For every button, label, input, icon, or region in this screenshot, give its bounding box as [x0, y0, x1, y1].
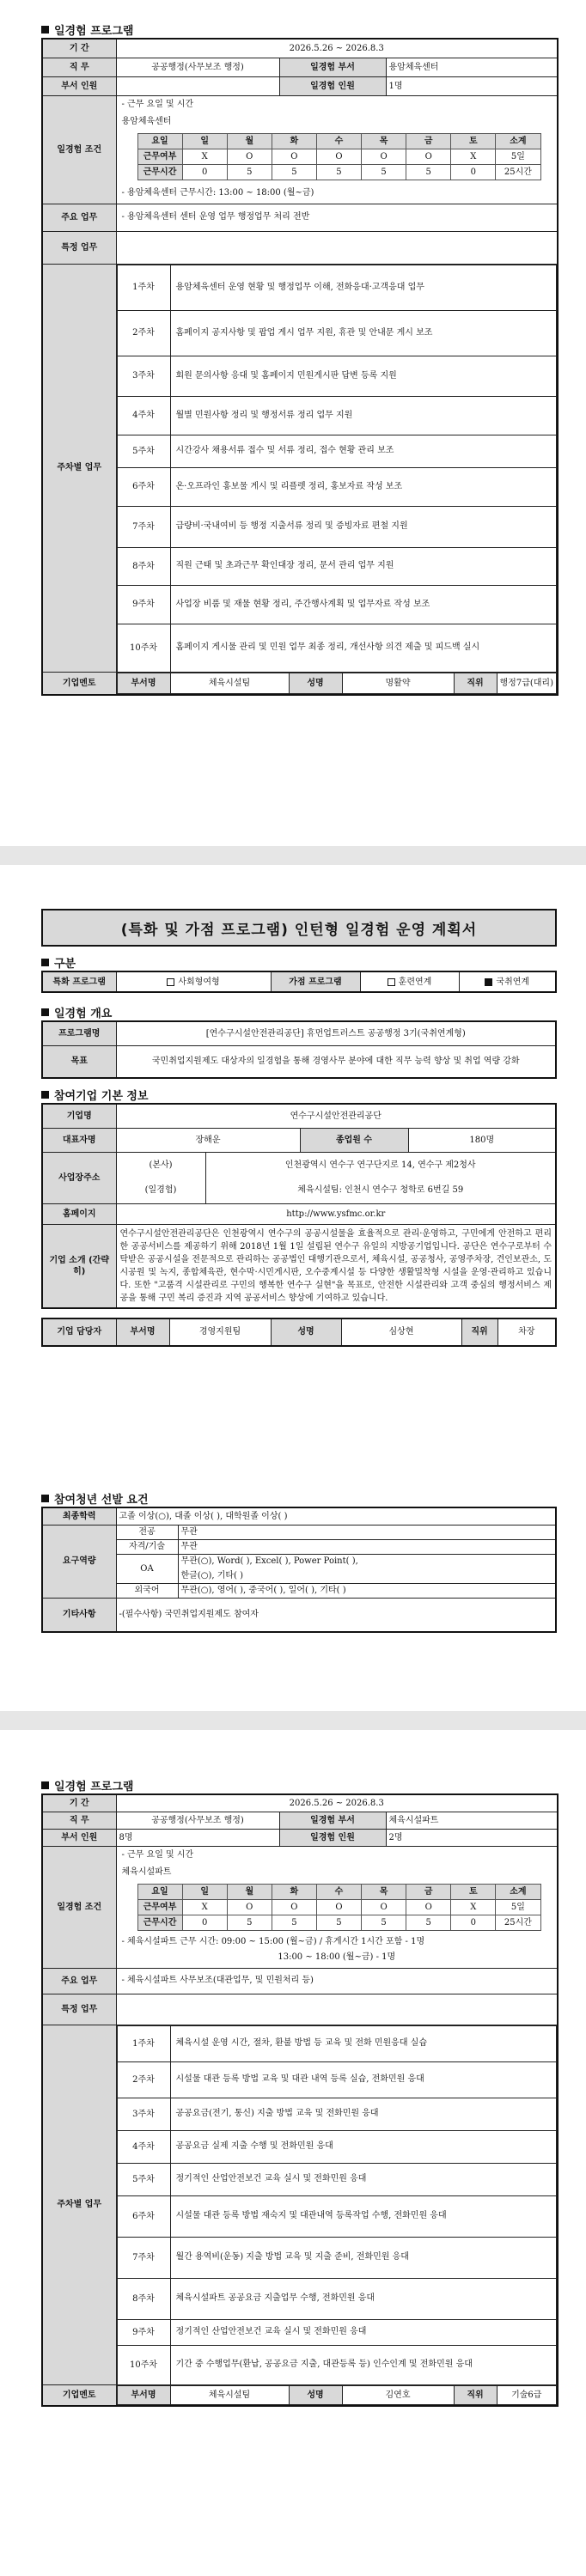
- sched-r2-0: 근무시간: [137, 164, 182, 180]
- sched-head-0: 요일: [137, 133, 182, 149]
- sched-r2-4: 5: [316, 164, 361, 180]
- edu-value: 고졸 이상(○), 대졸 이상( ), 대학원졸 이상( ): [116, 1507, 556, 1525]
- mentor-label: 기업멘토: [42, 2385, 116, 2406]
- overview-section-title: 일경험 개요: [41, 1003, 557, 1020]
- ceo-value: 장해운: [116, 1128, 300, 1152]
- week-task: 월별 민원사항 정리 및 행정서류 정리 업무 지원: [170, 396, 557, 435]
- sched-r1-6: O: [406, 149, 451, 164]
- req-section-title: 참여청년 선발 요건: [41, 1489, 557, 1507]
- sched-r2-2: 5: [227, 164, 272, 180]
- contact-pos-label: 직위: [461, 1318, 497, 1346]
- sched-r1-8: 5일: [496, 1899, 540, 1915]
- week-label: 10주차: [117, 2345, 170, 2384]
- sched-r1-1: X: [182, 149, 227, 164]
- homepage-link[interactable]: http://www.ysfmc.or.kr: [116, 1203, 556, 1224]
- weekly-label: 주차별 업무: [42, 2025, 116, 2385]
- cap-value: 무관(○), 영어( ), 중국어( ), 일어( ), 기타( ): [178, 1583, 556, 1598]
- goal-value: 국민취업지원제도 대상자의 일경험을 통해 경영사무 분야에 대한 직무 능력 향상 및 취업 역량 강화: [116, 1045, 556, 1078]
- cap-label: 요구역량: [42, 1525, 116, 1598]
- cap-key: 전공: [116, 1525, 178, 1539]
- week-task: 온·오프라인 홍보물 게시 및 리플렛 정리, 홍보자료 작성 보조: [170, 467, 557, 506]
- cond-label: 일경험 조건: [42, 1846, 116, 1968]
- sched-head-5: 목: [362, 133, 406, 149]
- sched-r2-3: 5: [272, 164, 316, 180]
- dept-value: 체육시설파트: [386, 1812, 558, 1829]
- square-bullet-icon: [41, 26, 49, 33]
- page1-program: [41, 21, 557, 696]
- week-task: 시설물 대관 등록 방법 재숙지 및 대관내역 등록작업 수행, 전화민원 응대: [170, 2195, 557, 2237]
- program-value: [연수구시설안전관리공단] 휴먼업트러스트 공공행정 3기(국취연계형): [116, 1021, 556, 1045]
- contact-name-value: 심상현: [341, 1318, 461, 1346]
- duty-value: 공공행정(사무보조 행정): [116, 58, 279, 76]
- week-label: 2주차: [117, 2061, 170, 2098]
- special-label: 특정 업무: [42, 231, 116, 264]
- sched-head-6: 금: [406, 133, 451, 149]
- company-table: [41, 1103, 557, 1309]
- week-label: 4주차: [117, 396, 170, 435]
- page-break: [0, 846, 586, 865]
- cond-cell: [116, 95, 558, 204]
- week-label: 9주차: [117, 2319, 170, 2345]
- ceo-label: 대표자명: [42, 1128, 116, 1152]
- weekly-cell: [116, 264, 558, 673]
- type-table: [41, 971, 557, 993]
- req-table: [41, 1507, 557, 1633]
- sched-r1-2: O: [227, 1899, 272, 1915]
- mentor-dept-value: 체육시설팀: [170, 2385, 289, 2404]
- mentor-table: [117, 673, 558, 694]
- page2-company: [41, 1086, 557, 1347]
- main-duty-label: 주요 업무: [42, 1968, 116, 1994]
- dept-staff-label: 부서 인원: [42, 1829, 116, 1846]
- sched-r1-8: 5일: [496, 149, 540, 164]
- cap-value: 한글(○), 기타( ): [178, 1568, 556, 1583]
- week-task: 시간강사 채용서류 접수 및 서류 정리, 접수 현황 관리 보조: [170, 435, 557, 467]
- type-label: 특화 프로그램: [42, 971, 116, 992]
- program-label: 프로그램명: [42, 1021, 116, 1045]
- main-duty-value: - 용암체육센터 센터 운영 업무 행정업무 처리 전반: [116, 204, 558, 231]
- sched-head-3: 화: [272, 133, 316, 149]
- company-value: 연수구시설안전관리공단: [116, 1104, 556, 1128]
- bonus-opt2[interactable]: 국취연계: [459, 971, 556, 992]
- week-label: 6주차: [117, 2195, 170, 2237]
- page2-overview: [41, 1003, 557, 1079]
- sched-head-7: 토: [451, 133, 496, 149]
- sched-r1-2: O: [227, 149, 272, 164]
- sched-r2-0: 근무시간: [137, 1915, 182, 1930]
- week-task: 기간 중 수행업무(환납, 공공요금 지출, 대관등록 등) 인수인계 및 전화민원 응대: [170, 2345, 557, 2384]
- sched-r2-6: 5: [406, 1915, 451, 1930]
- type-section-title: 구분: [41, 953, 557, 971]
- special-label: 특정 업무: [42, 1994, 116, 2025]
- page2-requirements: [41, 1489, 557, 1633]
- dept-staff-label: 부서 인원: [42, 76, 116, 95]
- schedule-table: [137, 133, 541, 180]
- duty-label: 직 무: [42, 58, 116, 76]
- sched-r1-3: O: [272, 1899, 316, 1915]
- dept-staff-value: 8명: [116, 1829, 279, 1846]
- sched-r2-5: 5: [362, 164, 406, 180]
- cap-key: OA: [116, 1554, 178, 1583]
- sched-head-2: 월: [227, 133, 272, 149]
- cond-line2: 용암체육센터: [121, 116, 172, 126]
- week-task: 사업장 비품 및 재물 현황 정리, 주간행사계획 및 업무자료 작성 보조: [170, 585, 557, 624]
- period-value: 2026.5.26 ~ 2026.8.3: [116, 1794, 558, 1812]
- homepage-label: 홈페이지: [42, 1203, 116, 1224]
- week-label: 6주차: [117, 467, 170, 506]
- mentor-name-label: 성명: [289, 673, 342, 693]
- sched-r1-0: 근무여부: [137, 1899, 182, 1915]
- cap-value: 무관: [178, 1525, 556, 1539]
- weekly-table: [117, 2025, 558, 2385]
- sched-head-2: 월: [227, 1884, 272, 1899]
- sched-r2-5: 5: [362, 1915, 406, 1930]
- sched-head-1: 일: [182, 133, 227, 149]
- page1-program-table: [41, 38, 559, 696]
- dept-label: 일경험 부서: [279, 58, 386, 76]
- mentor-dept-label: 부서명: [117, 673, 170, 693]
- sched-r1-6: O: [406, 1899, 451, 1915]
- sched-r2-3: 5: [272, 1915, 316, 1930]
- sched-head-1: 일: [182, 1884, 227, 1899]
- checkbox-empty-icon[interactable]: [167, 978, 174, 986]
- week-task: 홈페이지 공지사항 및 팝업 게시 업무 지원, 휴관 및 안내문 게시 보조: [170, 310, 557, 356]
- mentor-name-label: 성명: [289, 2385, 342, 2404]
- contact-dept-value: 경영지원팀: [169, 1318, 271, 1346]
- company-section-title: 참여기업 기본 정보: [41, 1086, 557, 1103]
- sched-r2-4: 5: [316, 1915, 361, 1930]
- overview-table: [41, 1020, 557, 1079]
- week-label: 2주차: [117, 310, 170, 356]
- week-label: 1주차: [117, 2025, 170, 2061]
- period-label: 기 간: [42, 1794, 116, 1812]
- cond-cell: [116, 1846, 558, 1968]
- mentor-pos-label: 직위: [454, 2385, 497, 2404]
- etc-label: 기타사항: [42, 1598, 116, 1632]
- page3-section-title: 일경험 프로그램: [41, 1776, 557, 1793]
- type-opt1[interactable]: 사회형여형: [116, 971, 271, 992]
- special-value: [116, 1994, 558, 2025]
- week-label: 5주차: [117, 2163, 170, 2195]
- addr-hq-tag: (본사): [116, 1152, 205, 1178]
- main-duty-value: - 체육시설파트 사무보조(대관업무, 및 민원처리 등): [116, 1968, 558, 1994]
- mentor-pos-value: 기술6급: [497, 2385, 557, 2404]
- cap-key: 자격/기술: [116, 1539, 178, 1554]
- schedule-table: [137, 1884, 541, 1931]
- edu-label: 최종학력: [42, 1507, 116, 1525]
- bonus-opt1[interactable]: 훈련연계: [360, 971, 459, 992]
- dept-value: 용암체육센터: [386, 58, 558, 76]
- sched-head-5: 목: [362, 1884, 406, 1899]
- duty-label: 직 무: [42, 1812, 116, 1829]
- checkbox-empty-icon[interactable]: [388, 978, 395, 986]
- sched-r2-1: 0: [182, 1915, 227, 1930]
- employees-label: 종업원 수: [300, 1128, 408, 1152]
- square-bullet-icon: [41, 959, 49, 966]
- addr-site-tag: (일경험): [116, 1178, 205, 1203]
- mentor-label: 기업멘토: [42, 673, 116, 695]
- week-task: 체육시설 운영 시간, 절차, 환불 방법 등 교육 및 전화 민원응대 실습: [170, 2025, 557, 2061]
- contact-table: [41, 1318, 557, 1347]
- intro-value: 연수구시설안전관리공단은 인천광역시 연수구의 공공시설물을 효율적으로 관리·운영하고, 구민에게 안전하고 편리한 공공서비스를 제공하기 위해 2018년 1월 1일 설립된 연수구 유일의 지방공기업입니다. 공단은 연수구로부터 수탁받은 공공시설을 전문적으로 관리하는 공공법인 대행기관으로서, 체육시설, 공공청사, 공영주차장, 견인보관소, 도시공원 및 녹지, 종합체육관, 현수막·시민게시판, 오수중계시설 등 다양한 생활밀착형 시설을 운영·관리하고 있습니다. 또한 "고품격 시설관리로 구민의 행복한 연수구 실현"을 목표로, 안전한 시설관리와 고객 중심의 행정서비스 제공을 통해 구민 복리 증진과 지역 공공서비스 향상에 기여하고 있습니다.: [116, 1224, 556, 1308]
- cond-note2: 13:00 ~ 18:00 (월~금) - 1명: [278, 1952, 396, 1962]
- week-label: 10주차: [117, 624, 170, 672]
- week-task: 정기적인 산업안전보건 교육 실시 및 전화민원 응대: [170, 2163, 557, 2195]
- week-label: 3주차: [117, 356, 170, 396]
- addr-site-value: 체육시설팀: 인천시 연수구 청학로 6번길 59: [205, 1178, 556, 1203]
- plan-banner: (특화 및 가점 프로그램) 인턴형 일경험 운영 계획서: [41, 909, 557, 947]
- dept-label: 일경험 부서: [279, 1812, 386, 1829]
- weekly-table: [117, 265, 558, 673]
- mentor-table: [117, 2385, 558, 2405]
- week-label: 8주차: [117, 547, 170, 585]
- weekly-cell: [116, 2025, 558, 2385]
- sched-r1-1: X: [182, 1899, 227, 1915]
- checkbox-filled-icon[interactable]: [485, 978, 492, 986]
- cond-line1: - 근무 요일 및 시간: [121, 1849, 194, 1860]
- page3-program-table: [41, 1793, 559, 2407]
- trainee-count-label: 일경험 인원: [279, 76, 386, 95]
- week-task: 공공요금 실제 지출 수행 및 전화민원 응대: [170, 2130, 557, 2163]
- week-label: 9주차: [117, 585, 170, 624]
- mentor-pos-label: 직위: [454, 673, 497, 693]
- week-task: 월간 용역비(운동) 지출 방법 교육 및 지출 준비, 전화민원 응대: [170, 2237, 557, 2278]
- square-bullet-icon: [41, 1495, 49, 1502]
- sched-r1-5: O: [362, 1899, 406, 1915]
- special-value: [116, 231, 558, 264]
- page3-program: [41, 1776, 557, 2407]
- square-bullet-icon: [41, 1091, 49, 1099]
- week-task: 공공요금(전기, 통신) 지출 방법 교육 및 전화민원 응대: [170, 2098, 557, 2130]
- sched-r1-0: 근무여부: [137, 149, 182, 164]
- main-duty-label: 주요 업무: [42, 204, 116, 231]
- mentor-pos-value: 행정7급(대리): [497, 673, 557, 693]
- contact-name-label: 성명: [271, 1318, 341, 1346]
- sched-r2-8: 25시간: [496, 164, 540, 180]
- week-task: 직원 근태 및 초과근무 확인대장 정리, 문서 관리 업무 지원: [170, 547, 557, 585]
- company-label: 기업명: [42, 1104, 116, 1128]
- mentor-cell: [116, 673, 558, 695]
- cond-line1: - 근무 요일 및 시간: [121, 99, 194, 109]
- sched-r1-4: O: [316, 1899, 361, 1915]
- mentor-dept-value: 체육시설팀: [170, 673, 289, 693]
- dept-staff-value: [116, 76, 279, 95]
- cond-line2: 체육시설파트: [121, 1867, 172, 1877]
- mentor-name-value: 김연호: [342, 2385, 454, 2404]
- mentor-dept-label: 부서명: [117, 2385, 170, 2404]
- contact-label: 기업 담당자: [42, 1318, 116, 1346]
- sched-r2-2: 5: [227, 1915, 272, 1930]
- week-label: 3주차: [117, 2098, 170, 2130]
- sched-head-6: 금: [406, 1884, 451, 1899]
- sched-r1-4: O: [316, 149, 361, 164]
- sched-head-8: 소계: [496, 133, 540, 149]
- trainee-count-value: 1명: [386, 76, 558, 95]
- sched-head-8: 소계: [496, 1884, 540, 1899]
- period-value: 2026.5.26 ~ 2026.8.3: [116, 39, 558, 58]
- square-bullet-icon: [41, 1781, 49, 1789]
- sched-r1-5: O: [362, 149, 406, 164]
- week-task: 홈페이지 게시물 관리 및 민원 업무 최종 정리, 개선사항 의견 제출 및 피드백 실시: [170, 624, 557, 672]
- week-task: 체육시설파트 공공요금 지출업무 수행, 전화민원 응대: [170, 2278, 557, 2319]
- goal-label: 목표: [42, 1045, 116, 1078]
- cap-value: 무관(○), Word( ), Excel( ), Power Point( ),: [178, 1554, 556, 1568]
- mentor-cell: [116, 2385, 558, 2406]
- contact-pos-value: 차장: [497, 1318, 556, 1346]
- contact-dept-label: 부서명: [116, 1318, 169, 1346]
- employees-value: 180명: [408, 1128, 556, 1152]
- sched-r2-7: 0: [451, 1915, 496, 1930]
- week-task: 급량비·국내여비 등 행정 지출서류 정리 및 증빙자료 편철 지원: [170, 506, 557, 547]
- cond-label: 일경험 조건: [42, 95, 116, 204]
- week-label: 7주차: [117, 2237, 170, 2278]
- week-task: 용암체육센터 운영 현황 및 행정업무 이해, 전화응대·고객응대 업무: [170, 265, 557, 310]
- cond-note: - 체육시설파트 근무 시간: 09:00 ~ 15:00 (월~금) / 휴게시간 1시간 포함 - 1명: [121, 1936, 425, 1946]
- sched-head-4: 수: [316, 133, 361, 149]
- week-task: 시설물 대관 등록 방법 교육 및 대관 내역 등록 실습, 전화민원 응대: [170, 2061, 557, 2098]
- sched-head-7: 토: [451, 1884, 496, 1899]
- period-label: 기 간: [42, 39, 116, 58]
- intro-label: 기업 소개 (간략히): [42, 1224, 116, 1308]
- sched-r2-7: 0: [451, 164, 496, 180]
- week-task: 회원 문의사항 응대 및 홈페이지 민원게시판 답변 등록 지원: [170, 356, 557, 396]
- sched-head-4: 수: [316, 1884, 361, 1899]
- address-label: 사업장주소: [42, 1152, 116, 1203]
- sched-r2-8: 25시간: [496, 1915, 540, 1930]
- page2-type: [41, 953, 557, 993]
- addr-hq-value: 인천광역시 연수구 연구단지로 14, 연수구 제2청사: [205, 1152, 556, 1178]
- week-label: 8주차: [117, 2278, 170, 2319]
- sched-r1-3: O: [272, 149, 316, 164]
- cond-note: - 용암체육센터 근무시간: 13:00 ~ 18:00 (월~금): [121, 187, 314, 198]
- page-break: [0, 1711, 586, 1730]
- trainee-count-value: 2명: [386, 1829, 558, 1846]
- week-label: 4주차: [117, 2130, 170, 2163]
- trainee-count-label: 일경험 인원: [279, 1829, 386, 1846]
- week-task: 정기적인 산업안전보건 교육 실시 및 전화민원 응대: [170, 2319, 557, 2345]
- week-label: 7주차: [117, 506, 170, 547]
- sched-r2-6: 5: [406, 164, 451, 180]
- week-label: 1주차: [117, 265, 170, 310]
- sched-r2-1: 0: [182, 164, 227, 180]
- sched-head-0: 요일: [137, 1884, 182, 1899]
- etc-value: -(필수사항) 국민취업지원제도 참여자: [116, 1598, 556, 1632]
- cap-value: 무관: [178, 1539, 556, 1554]
- mentor-name-value: 명활약: [342, 673, 454, 693]
- sched-r1-7: X: [451, 1899, 496, 1915]
- sched-r1-7: X: [451, 149, 496, 164]
- square-bullet-icon: [41, 1008, 49, 1016]
- sched-head-3: 화: [272, 1884, 316, 1899]
- duty-value: 공공행정(사무보조 행정): [116, 1812, 279, 1829]
- weekly-label: 주차별 업무: [42, 264, 116, 673]
- bonus-label: 가점 프로그램: [271, 971, 360, 992]
- week-label: 5주차: [117, 435, 170, 467]
- cap-key: 외국어: [116, 1583, 178, 1598]
- page1-section-title: 일경험 프로그램: [41, 21, 557, 38]
